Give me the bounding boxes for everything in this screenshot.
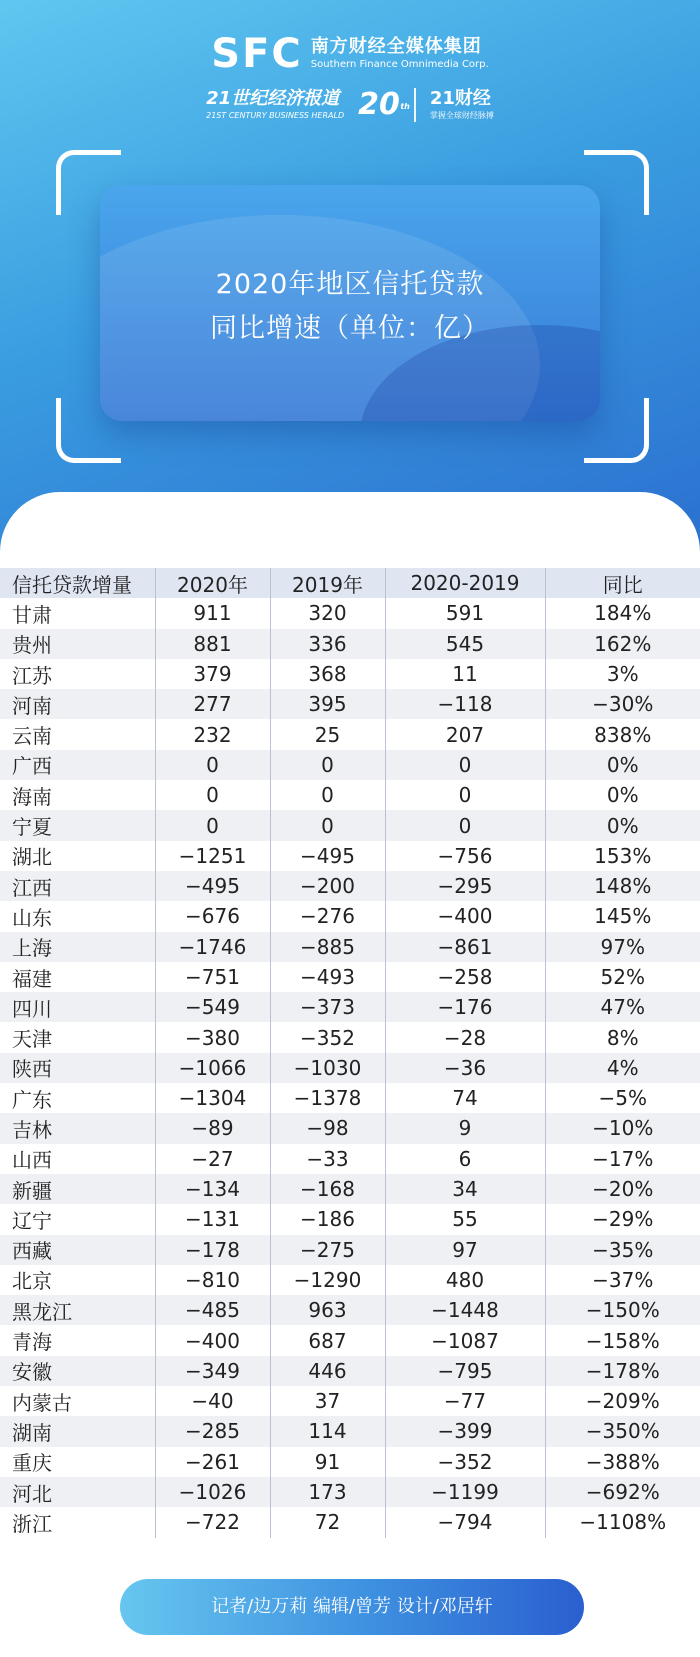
- table-row: [0, 932, 700, 962]
- value-2020-cell: 0: [155, 750, 270, 780]
- diff-cell: 480: [385, 1265, 545, 1295]
- table-row: [0, 1083, 700, 1113]
- region-cell: 新疆: [0, 1174, 155, 1204]
- diff-cell: −295: [385, 871, 545, 901]
- table-row: [0, 1325, 700, 1355]
- value-2020-cell: −261: [155, 1447, 270, 1477]
- table-row: [0, 1022, 700, 1052]
- diff-cell: 545: [385, 629, 545, 659]
- value-2019-cell: 0: [270, 810, 385, 840]
- region-cell: 广西: [0, 750, 155, 780]
- table-row: [0, 1053, 700, 1083]
- diff-cell: 6: [385, 1144, 545, 1174]
- value-2020-cell: −27: [155, 1144, 270, 1174]
- diff-cell: −118: [385, 689, 545, 719]
- table-row: [0, 1477, 700, 1507]
- header-2020: 2020年: [155, 568, 270, 598]
- value-2020-cell: −1304: [155, 1083, 270, 1113]
- yoy-cell: 47%: [545, 992, 700, 1022]
- diff-cell: −36: [385, 1053, 545, 1083]
- region-cell: 辽宁: [12, 1208, 52, 1233]
- value-2019-cell: 395: [270, 689, 385, 719]
- value-2019-cell: 25: [270, 719, 385, 749]
- value-2020-cell: −178: [155, 1235, 270, 1265]
- yoy-cell: −1108%: [545, 1507, 700, 1537]
- value-2020-cell: −285: [155, 1416, 270, 1446]
- region-cell: 西藏: [0, 1235, 155, 1265]
- value-2019-cell: −186: [270, 1204, 385, 1234]
- region-cell: 江苏: [12, 663, 52, 688]
- table-row: [0, 1144, 700, 1174]
- diff-cell: −1199: [385, 1477, 545, 1507]
- herald-name-en: 21ST CENTURY BUSINESS HERALD: [206, 111, 345, 120]
- caijing-tagline: 掌握全球财经脉搏: [429, 111, 494, 120]
- value-2020-cell: 379: [155, 659, 270, 689]
- diff-cell: −258: [385, 962, 545, 992]
- diff-cell: −756: [385, 841, 545, 871]
- value-2019-cell: −275: [270, 1235, 385, 1265]
- table-row: [0, 1386, 700, 1416]
- region-cell: 湖南: [0, 1416, 155, 1446]
- region-cell: 黑龙江: [0, 1295, 155, 1325]
- yoy-cell: −30%: [545, 689, 700, 719]
- value-2020-cell: −349: [155, 1356, 270, 1386]
- yoy-cell: −10%: [545, 1113, 700, 1143]
- region-cell: 内蒙古: [12, 1390, 72, 1415]
- value-2020-cell: 277: [155, 689, 270, 719]
- value-2019-cell: −98: [270, 1113, 385, 1143]
- yoy-cell: 838%: [545, 719, 700, 749]
- value-2020-cell: −1026: [155, 1477, 270, 1507]
- yoy-cell: −158%: [545, 1325, 700, 1355]
- region-cell: 陕西: [0, 1053, 155, 1083]
- region-cell: 河南: [0, 689, 155, 719]
- value-2020-cell: 0: [155, 810, 270, 840]
- value-2020-cell: −495: [155, 871, 270, 901]
- yoy-cell: 3%: [545, 659, 700, 689]
- region-cell: 吉林: [0, 1113, 155, 1143]
- value-2020-cell: −485: [155, 1295, 270, 1325]
- title-line-1: 2020年地区信托贷款: [215, 269, 485, 300]
- value-2020-cell: −380: [155, 1022, 270, 1052]
- yoy-cell: 52%: [545, 962, 700, 992]
- table-row: [0, 750, 700, 780]
- yoy-cell: 0%: [545, 750, 700, 780]
- value-2019-cell: −1030: [270, 1053, 385, 1083]
- table-row: [0, 689, 700, 719]
- value-2019-cell: −352: [270, 1022, 385, 1052]
- diff-cell: 55: [385, 1204, 545, 1234]
- yoy-cell: 148%: [545, 871, 700, 901]
- table-row: [0, 1174, 700, 1204]
- table-header-row: [0, 568, 700, 598]
- table-row: [0, 1265, 700, 1295]
- caijing-name: 21财经: [429, 88, 491, 109]
- diff-cell: −77: [385, 1386, 545, 1416]
- anniversary-number: 20: [358, 87, 400, 122]
- region-cell: 河北: [0, 1477, 155, 1507]
- table-row: [0, 992, 700, 1022]
- value-2020-cell: 0: [155, 780, 270, 810]
- region-cell: 贵州: [0, 629, 155, 659]
- diff-cell: −400: [385, 901, 545, 931]
- value-2020-cell: 911: [155, 598, 270, 628]
- yoy-cell: −37%: [545, 1265, 700, 1295]
- region-cell: 宁夏: [0, 810, 155, 840]
- value-2019-cell: 687: [270, 1325, 385, 1355]
- value-2019-cell: 0: [270, 780, 385, 810]
- sfc-logo: SFC: [211, 31, 303, 77]
- region-cell: 天津: [12, 1027, 52, 1052]
- table-row: [0, 962, 700, 992]
- header-diff: 2020-2019: [385, 568, 545, 598]
- yoy-cell: −5%: [545, 1083, 700, 1113]
- table-row: [0, 841, 700, 871]
- value-2019-cell: 37: [270, 1386, 385, 1416]
- value-2019-cell: 0: [270, 750, 385, 780]
- anniversary-badge: [358, 87, 410, 122]
- diff-cell: −399: [385, 1416, 545, 1446]
- value-2019-cell: 173: [270, 1477, 385, 1507]
- region-cell: 海南: [12, 784, 52, 809]
- yoy-cell: −150%: [545, 1295, 700, 1325]
- table-row: [0, 810, 700, 840]
- table-row: [0, 1235, 700, 1265]
- caijing-logo: [430, 88, 494, 122]
- value-2019-cell: 368: [270, 659, 385, 689]
- diff-cell: 34: [385, 1174, 545, 1204]
- yoy-cell: −17%: [545, 1144, 700, 1174]
- title-card: [100, 185, 600, 421]
- diff-cell: 0: [385, 750, 545, 780]
- value-2019-cell: 72: [270, 1507, 385, 1537]
- header-region: 信托贷款增量: [0, 568, 155, 598]
- value-2019-cell: −168: [270, 1174, 385, 1204]
- value-2020-cell: −676: [155, 901, 270, 931]
- region-cell: 山东: [12, 905, 52, 930]
- value-2020-cell: −1746: [155, 932, 270, 962]
- credits-pill: 记者/边万莉 编辑/曾芳 设计/邓居轩: [120, 1579, 584, 1635]
- value-2020-cell: −131: [155, 1204, 270, 1234]
- yoy-cell: 8%: [545, 1022, 700, 1052]
- table-row: [0, 1447, 700, 1477]
- region-cell: 上海: [0, 932, 155, 962]
- value-2019-cell: 114: [270, 1416, 385, 1446]
- header-2019: 2019年: [270, 568, 385, 598]
- diff-cell: 591: [385, 598, 545, 628]
- region-cell: 北京: [12, 1269, 52, 1294]
- title-line-2: 同比增速（单位：亿）: [210, 313, 490, 344]
- diff-cell: 97: [385, 1235, 545, 1265]
- region-cell: 浙江: [12, 1511, 52, 1536]
- yoy-cell: −178%: [545, 1356, 700, 1386]
- region-cell: 云南: [12, 724, 52, 749]
- yoy-cell: 0%: [545, 810, 700, 840]
- value-2020-cell: −40: [155, 1386, 270, 1416]
- region-cell: 江西: [0, 871, 155, 901]
- diff-cell: −176: [385, 992, 545, 1022]
- herald-logo: [206, 88, 344, 122]
- value-2019-cell: 446: [270, 1356, 385, 1386]
- table-row: [0, 598, 700, 628]
- yoy-cell: 0%: [545, 780, 700, 810]
- sub-brand-row: [0, 88, 700, 122]
- yoy-cell: 153%: [545, 841, 700, 871]
- yoy-cell: −350%: [545, 1416, 700, 1446]
- diff-cell: −1448: [385, 1295, 545, 1325]
- table-body: [0, 598, 700, 1537]
- value-2019-cell: −495: [270, 841, 385, 871]
- value-2019-cell: −33: [270, 1144, 385, 1174]
- region-cell: 甘肃: [12, 602, 52, 627]
- anniversary-suffix: th: [400, 102, 410, 111]
- trust-loan-table: [0, 568, 700, 1538]
- table-row: [0, 1295, 700, 1325]
- brand-divider: [414, 88, 416, 122]
- yoy-cell: 97%: [545, 932, 700, 962]
- value-2019-cell: −1290: [270, 1265, 385, 1295]
- diff-cell: −1087: [385, 1325, 545, 1355]
- herald-name-cn: 21世纪经济报道: [206, 88, 340, 109]
- diff-cell: 0: [385, 780, 545, 810]
- diff-cell: −861: [385, 932, 545, 962]
- table-row: [0, 780, 700, 810]
- diff-cell: 11: [385, 659, 545, 689]
- value-2020-cell: −751: [155, 962, 270, 992]
- yoy-cell: −209%: [545, 1386, 700, 1416]
- table-row: [0, 871, 700, 901]
- value-2019-cell: −885: [270, 932, 385, 962]
- diff-cell: −352: [385, 1447, 545, 1477]
- diff-cell: 0: [385, 810, 545, 840]
- value-2019-cell: −373: [270, 992, 385, 1022]
- yoy-cell: 145%: [545, 901, 700, 931]
- yoy-cell: −29%: [545, 1204, 700, 1234]
- chart-title: [100, 263, 600, 351]
- value-2020-cell: −89: [155, 1113, 270, 1143]
- diff-cell: −795: [385, 1356, 545, 1386]
- diff-cell: −28: [385, 1022, 545, 1052]
- table-row: [0, 901, 700, 931]
- value-2019-cell: 963: [270, 1295, 385, 1325]
- value-2019-cell: −493: [270, 962, 385, 992]
- table-row: [0, 1507, 700, 1537]
- table-row: [0, 659, 700, 689]
- diff-cell: −794: [385, 1507, 545, 1537]
- region-cell: 广东: [12, 1087, 52, 1112]
- value-2019-cell: −200: [270, 871, 385, 901]
- region-cell: 青海: [12, 1330, 52, 1355]
- group-name-cn: 南方财经全媒体集团: [310, 36, 482, 57]
- yoy-cell: 4%: [545, 1053, 700, 1083]
- value-2020-cell: −810: [155, 1265, 270, 1295]
- group-name-en: Southern Finance Omnimedia Corp.: [310, 59, 489, 70]
- yoy-cell: −692%: [545, 1477, 700, 1507]
- table-row: [0, 719, 700, 749]
- value-2020-cell: −134: [155, 1174, 270, 1204]
- value-2020-cell: −549: [155, 992, 270, 1022]
- value-2019-cell: −276: [270, 901, 385, 931]
- diff-cell: 9: [385, 1113, 545, 1143]
- sfc-name: [311, 36, 489, 72]
- value-2019-cell: −1378: [270, 1083, 385, 1113]
- sfc-brand-row: [0, 31, 700, 77]
- value-2020-cell: −1251: [155, 841, 270, 871]
- region-cell: 湖北: [12, 845, 52, 870]
- brand-block: [0, 31, 700, 122]
- region-cell: 福建: [12, 966, 52, 991]
- region-cell: 山西: [12, 1148, 52, 1173]
- diff-cell: 74: [385, 1083, 545, 1113]
- yoy-cell: 162%: [545, 629, 700, 659]
- region-cell: 安徽: [0, 1356, 155, 1386]
- value-2020-cell: 232: [155, 719, 270, 749]
- table-row: [0, 1113, 700, 1143]
- region-cell: 四川: [0, 992, 155, 1022]
- yoy-cell: −388%: [545, 1447, 700, 1477]
- header-yoy: 同比: [545, 568, 700, 598]
- hero-banner: [0, 0, 700, 560]
- value-2019-cell: 336: [270, 629, 385, 659]
- table-row: [0, 1204, 700, 1234]
- table-row: [0, 629, 700, 659]
- region-cell: 重庆: [12, 1451, 52, 1476]
- value-2020-cell: −400: [155, 1325, 270, 1355]
- value-2019-cell: 91: [270, 1447, 385, 1477]
- value-2019-cell: 320: [270, 598, 385, 628]
- yoy-cell: 184%: [545, 598, 700, 628]
- table-row: [0, 1356, 700, 1386]
- yoy-cell: −35%: [545, 1235, 700, 1265]
- value-2020-cell: −722: [155, 1507, 270, 1537]
- value-2020-cell: −1066: [155, 1053, 270, 1083]
- value-2020-cell: 881: [155, 629, 270, 659]
- table-row: [0, 1416, 700, 1446]
- yoy-cell: −20%: [545, 1174, 700, 1204]
- diff-cell: 207: [385, 719, 545, 749]
